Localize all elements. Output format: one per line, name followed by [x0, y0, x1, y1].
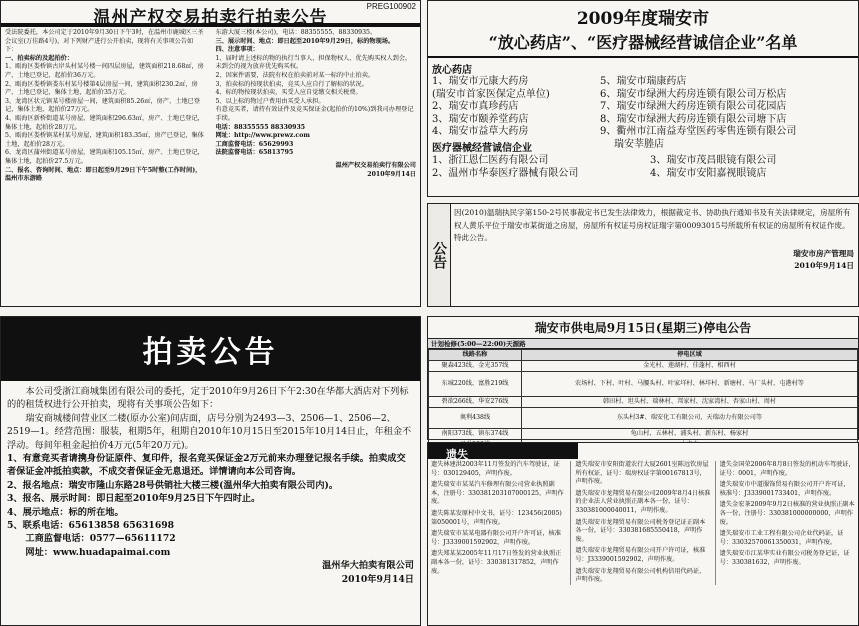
lost-item: 遗失瑞安市龙翔贸易有限公司税务登记证正副本各一份，证号：330381685550418，声明作废。 — [575, 518, 706, 543]
lost-item: 遗失瑞安市某某电器有限公司开户许可证，核准号：J3339001592902，声明作废。 — [431, 530, 561, 546]
list-item: 2、瑞安市真珍药店 — [432, 101, 519, 112]
notice-date: 2010年9月14日 — [794, 261, 854, 271]
power-outage-notice — [427, 316, 859, 440]
lost-column-1 — [431, 461, 571, 585]
list-item: 6、瑞安市绿洲大药房连锁有限公司万松店 — [600, 88, 787, 100]
list-item: 7、瑞安市绿洲大药房连锁有限公司花园店 — [600, 101, 787, 112]
list-item: 3、瑞安市颐养堂药店 — [432, 113, 529, 125]
list-item: 3、瑞安市茂昌眼镜有限公司 — [650, 155, 777, 166]
lost-title-banner — [428, 443, 578, 459]
lost-item: 遗失瑞安市江某华实业有限公司税务登记证，证号：330381632，声明作废。 — [719, 550, 850, 566]
list-item: 9、衢州市江南益寿堂医药零售连锁有限公司 — [600, 126, 797, 137]
lost-item: 遗失郑某某2005年11月17日签发的营业执照正副本各一份，证号：330381317852，声明作废。 — [431, 550, 562, 575]
paragraph: 三、展示时间、地点：即日起至2010年9月29日，标的物现场。 — [215, 37, 395, 45]
table-cell: 奥利438线 — [429, 408, 522, 429]
auction-body — [1, 381, 420, 590]
auction-notice-lease — [0, 316, 421, 626]
section-heading-device: 医疗器械经营诚信企业 — [432, 143, 532, 154]
lost-column-3 — [716, 461, 855, 585]
paragraph: 1、瓯海区娄桥镇古岸头村某号楼一间四层房屋，建筑面积218.68㎡，房产、土地已登记，起拍价36万元。 — [5, 63, 204, 79]
table-cell: 农场村、下村、叶村、马腰头村、叶家垟村、林垟村、新塘村、马厂头村、屯港村等 — [522, 372, 858, 397]
paragraph: 四、注意事项： — [215, 46, 259, 54]
list-item: 4、瑞安市安阳嘉视眼镜店 — [650, 168, 767, 179]
paragraph: 二、报名、咨询时间、地点：即日起至9月29日下午5时整(工作时间)，温州市东游路 — [5, 166, 202, 183]
pharmacy-list-notice — [427, 0, 859, 197]
table-row — [429, 429, 858, 440]
lost-item: 遗失金宏茶2009年9月2日核准的营业执照正副本各一份，注册号：330381000000000，声明作废。 — [719, 501, 855, 526]
paragraph: 3、拍卖标的按现状拍卖，竞买人应自行了解标的状况。 — [215, 80, 368, 88]
paragraph: 2、因案件需要，法院有权在拍卖前对某一标的中止拍卖。 — [215, 71, 375, 79]
table-row — [429, 372, 858, 397]
paragraph: 工商监督电话：0577—65611172 — [25, 533, 176, 545]
signature-org: 温州华大拍卖有限公司 — [322, 560, 414, 572]
paragraph: 5、联系电话：65613858 65631698 — [7, 520, 174, 532]
table-cell: 韩田村、坦头村、瑞林村、邦家村、沈家湾村、杏家山村、周村 — [522, 397, 858, 408]
paragraph: 网址：http://www.prewz.com — [215, 132, 310, 140]
lost-columns — [428, 443, 858, 587]
auction-title: 拍卖公告 — [142, 335, 279, 370]
website: 网址：www.huadapaimai.com — [25, 546, 171, 558]
lost-item: 遗失林建洪2003年11月签发的汽车驾驶证，证号：030129405，声明作废。 — [431, 461, 560, 477]
paragraph: 有意竞买者，请持有效证件及竞买保证金(起拍价的10%)到我司办理登记手续。 — [215, 106, 414, 122]
auction-title-banner — [1, 317, 420, 381]
list-item: 5、瑞安市瑞康药店 — [600, 76, 687, 87]
list-title-line1: 2009年度瑞安市 — [576, 9, 710, 29]
device-list-right — [650, 154, 854, 180]
table-cell: 龟山村、五林村、浦头村、新东村、杨家村 — [522, 429, 858, 440]
paragraph: 6、龙湾区蒲州街道某号房屋，建筑面积105.15㎡，房产、土地已登记，集体土地，起拍价27.5万元。 — [5, 149, 204, 165]
section-heading-pharmacy: 放心药店 — [432, 65, 472, 76]
lost-notices — [427, 442, 859, 626]
outage-title: 瑞安市供电局9月15日(星期三)停电公告 — [534, 321, 752, 335]
paragraph: 3、报名、展示时间：即日起至2010年9月25日下午四时止。 — [7, 493, 261, 505]
paragraph: 3、龙湾区状元镇某号楼房屋一间，建筑面积85.26㎡，房产、土地已登记，集体土地，起拍价27万元。 — [5, 97, 200, 114]
lost-item: 遗失瑞安市龙翔贸易有限公司开户许可证，核准号：J3339001592902，声明作废。 — [575, 547, 706, 563]
table-row — [429, 408, 858, 429]
outage-table — [428, 349, 858, 451]
table-cell: 金光村、莲湖村、佳蓬村、相西村 — [522, 361, 858, 372]
lost-item: 遗失金国荣2006年8月8日签发的机动车驾驶证，证号：0001，声明作废。 — [719, 461, 855, 477]
ad-code: PREG100902 — [366, 2, 416, 11]
paragraph: 2、报名地点：瑞安市隆山东路28号供销社大楼三楼(温州华大拍卖有限公司内)。 — [7, 479, 339, 491]
paragraph: 5、以上标的物过户费用由买受人承担。 — [215, 97, 325, 105]
paragraph: 本公司受浙江商城集团有限公司的委托，定于2010年9月26日下午2:30在华都大酒店对下列标的的租赁权进行公开拍卖，现将有关事项公告如下： — [7, 386, 409, 411]
lost-item: 遗失瑞安市龙翔贸易有限公司2009年8月4日核准的企业法人营业执照正副本各一份，证号：330381000040011，声明作废。 — [575, 489, 711, 514]
lost-item: 遗失瑞安市安阳街道农行大厦2601室陈远钦房屋所有权证，证号：瑞房权证字第00167813号，声明作废。 — [575, 461, 709, 486]
column-right — [212, 29, 417, 293]
table-row — [429, 361, 858, 372]
table-cell: 东头村3#、瑞安化工有限公司、天瑞动力有限公司等 — [522, 408, 858, 429]
list-title-line2: “放心药店”、“医疗器械经营诚信企业”名单 — [488, 33, 798, 52]
auction-notice-property-exchange — [0, 0, 421, 307]
pharmacy-list-right — [600, 76, 854, 151]
lost-item: 遗失瑞安市龙翔贸易有限公司机构信用代码证，声明作废。 — [575, 567, 706, 584]
paragraph: 工商监督电话：65629993 — [215, 140, 294, 148]
paragraph: 2、瓯海区娄桥镇娄东村某号楼第4层房屋一间，建筑面积230.2㎡，房产、土地已登记，集体土地，起拍价35万元。 — [5, 80, 198, 97]
list-item: 1、瑞安市元康大药房 — [432, 76, 529, 87]
public-notice — [427, 203, 859, 307]
paragraph: 4、瓯海区新桥街道某号房屋，建筑面积296.63㎡，房产、土地已登记，集体土地，起拍价28万元。 — [5, 114, 204, 131]
paragraph: 瑞安商城楼间营业区二楼(原办公室)间店面，店号分别为2493—3、2506—1、2506—2、2519—1。经营范围：服装，租期5年，租期自2010年10月15日至2015年10月14日止，年租金不浮动。每间年租金起拍价4万元(5年20万元)。 — [7, 412, 412, 451]
list-item: 8、瑞安市绿洲大药房连锁有限公司塘下店 — [600, 113, 787, 125]
paragraph: 电话：88355555 88330935 — [215, 123, 306, 131]
signature-org: 温州产权交易拍卖行有限公司 — [335, 161, 416, 169]
list-item: (瑞安市首家医保定点单位) — [432, 88, 550, 100]
column-left — [5, 29, 212, 293]
paragraph: 东游大厦三楼(本公司)，电话：88355555、88330935。 — [215, 29, 377, 36]
table-cell: 东城220线、富胜219线 — [429, 372, 522, 397]
table-cell: 聚森423线、金光357线 — [429, 361, 522, 372]
device-list-left — [432, 154, 650, 180]
lost-item: 遗失瑞安市某某汽车修理有限公司营业执照副本，注册号：330381203107000125，声明作废。 — [431, 481, 564, 506]
ad-title: 温州产权交易拍卖行拍卖公告 — [93, 8, 328, 28]
lost-title: 遗失 — [446, 448, 468, 461]
notice-label: 公告 — [428, 204, 451, 306]
paragraph: 4、展示地点：标的所在地。 — [7, 506, 124, 518]
title-rule — [428, 56, 858, 58]
signature-date: 2010年9月14日 — [367, 170, 416, 178]
table-cell: 南阳373线、镇东374线 — [429, 429, 522, 440]
notice-body-wrap — [454, 207, 854, 273]
list-item: 4、瑞安市益草大药房 — [432, 126, 529, 137]
lost-item: 遗失瑞安市中道服饰贸易有限公司开户许可证，核准号：J3339001733401，声明作废。 — [719, 481, 850, 497]
table-header: 停电区域 — [522, 350, 858, 361]
table-header: 线路名称 — [429, 350, 522, 361]
table-cell: 碧欲266线、华安276线 — [429, 397, 522, 408]
lost-item: 遗失陈某发原村中文书，证号：123456(2005)第050001号，声明作废。 — [431, 509, 562, 526]
paragraph: 4、标的物按现状拍卖，买受人应自觉缴交相关税费。 — [215, 89, 362, 97]
paragraph: 5、瓯海区娄桥镇某村某号房屋，建筑面积183.35㎡，房产已登记，集体土地，起拍价28万元。 — [5, 132, 204, 148]
paragraph: 1、届时请上述标的物的执行当事人、担保物权人、优先购买权人到会，未到会的视为放弃优先购买权。 — [215, 54, 412, 71]
paragraph: 一、拍卖标的及起拍价： — [5, 54, 74, 62]
lost-column-2 — [571, 461, 715, 585]
paragraph: 1、有意竞买者请携身份证原件、复印件，报名竞买保证金2万元前来办理登记报名手续。拍卖成交者保证金冲抵拍卖款，不成交者保证金无息退还。详情请向本公司咨询。 — [7, 453, 406, 478]
list-item: 1、浙江恩仁医药有限公司 — [432, 155, 549, 166]
paragraph: 受法院委托，本公司定于2010年9月30日下午3时，在温州市鹿城区三圣会议室(万佳路4号)，对下列财产进行公开拍卖，现将有关事项公告如下： — [5, 29, 204, 54]
signature-date: 2010年9月14日 — [341, 573, 414, 585]
paragraph: 法院监督电话：65813795 — [215, 149, 294, 157]
lost-item: 遗失瑞安市工业工程有限公司企业代码证，证号：33032570061350031，声明作废。 — [719, 530, 844, 546]
list-item: 2、温州市华泰医疗器械有限公司 — [432, 168, 579, 179]
outage-plan: 计划检修(5:00—22:00)天源路 — [428, 338, 858, 349]
list-item: 瑞安莘塍店 — [614, 138, 664, 150]
table-row — [429, 397, 858, 408]
notice-org: 瑞安市房产管理局 — [793, 248, 854, 258]
notice-body: 因(2010)温瑞执民字第150-2号民事裁定书已发生法律效力，根据裁定书、协助执行通知书及有关法律规定，房屋所有权人黄乐平位于瑞安市某街道之房屋，房屋所有权证号房权证瑞字第00093015号所载所有权证的房屋所有权证作废。特此公告。 — [454, 208, 851, 243]
